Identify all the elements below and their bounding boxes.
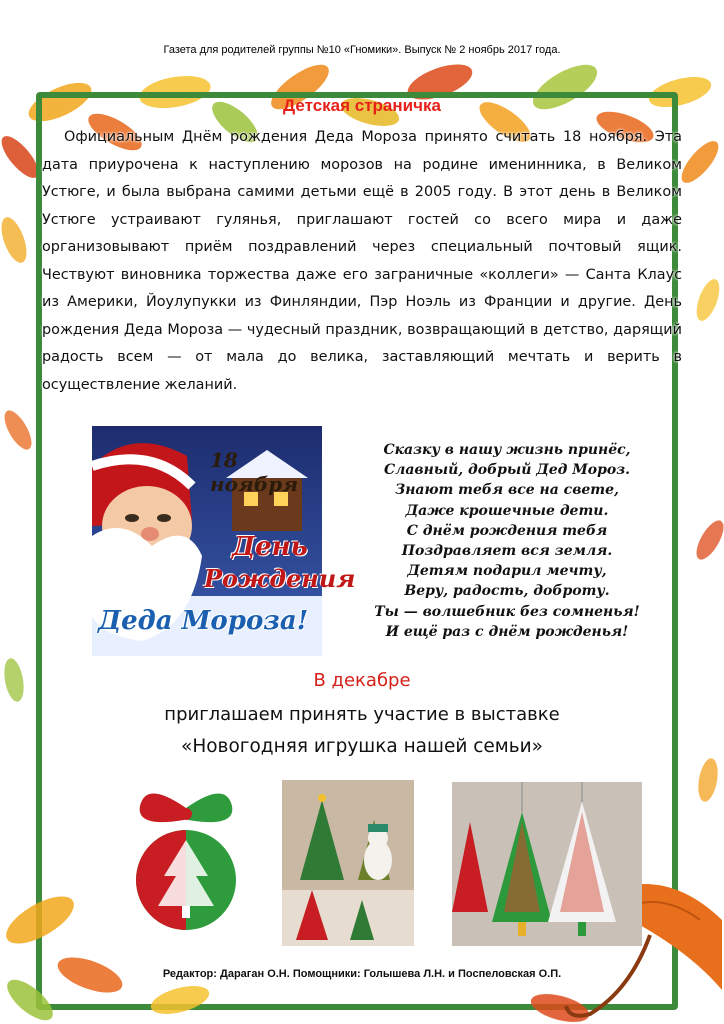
greeting-line-3: Деда Мороза! <box>98 606 309 636</box>
leaf-shape <box>691 516 724 563</box>
date-caption: 18 ноября <box>210 448 299 496</box>
cone-trees-and-snowman-picture <box>282 780 414 946</box>
leaf-shape <box>0 406 37 453</box>
poem-line: Ты — волшебник без сомненья! <box>374 603 640 620</box>
ribbon-trees-icon <box>452 782 642 946</box>
leaf-shape <box>0 887 81 953</box>
newspaper-header: Газета для родителей группы №10 «Гномики». Выпуск № 2 ноябрь 2017 года. <box>163 44 561 56</box>
exhibition-title: «Новогодняя игрушка нашей семьи» <box>181 736 543 757</box>
leaf-shape <box>692 276 724 324</box>
december-heading: В декабре <box>313 670 411 691</box>
ornament-ball-icon <box>126 780 246 946</box>
poem-line: Веру, радость, доброту. <box>404 583 610 600</box>
editors-footer: Редактор: Дараган О.Н. Помощники: Голышева Л.Н. и Поспеловская О.П. <box>162 968 562 980</box>
leaf-shape <box>148 981 212 1020</box>
poem-line: Поздравляет вся земля. <box>401 543 613 560</box>
december-invite: приглашаем принять участие в выставке <box>164 704 560 725</box>
poem-line: С днём рождения тебя <box>406 522 608 539</box>
leaf-shape <box>695 757 720 803</box>
greeting-line-2: Рождения <box>204 564 356 593</box>
ded-moroz-birthday-picture <box>92 426 356 656</box>
leaf-shape <box>1 973 59 1024</box>
birthday-poem <box>372 440 642 642</box>
leaf-shape <box>528 989 592 1024</box>
ribbon-christmas-trees-picture <box>452 782 642 946</box>
cone-trees-icon <box>282 780 414 946</box>
poem-line: Славный, добрый Дед Мороз. <box>383 462 631 479</box>
section-title: Детская страничка <box>283 96 441 115</box>
poem-line: Знают тебя все на свете, <box>395 482 619 499</box>
poem-line: И ещё раз с днём рожденья! <box>385 623 629 640</box>
poem-line: Сказку в нашу жизнь принёс, <box>383 442 631 458</box>
poem-line: Детям подарил мечту, <box>407 563 607 580</box>
paper-ball-ornament-picture <box>126 780 246 946</box>
article-paragraph: Официальным Днём рождения Деда Мороза принято считать 18 ноября. Эта дата приурочена к наступлению морозов на родине именинника, в Великом Устюге, и была выбрана самими детьми ещё в 2005 году. В этот день в Великом Устюге устраивают гулянья, приглашают гостей со всего мира и даже организовывают приём поздравлений через специальный почтовый ящик. Чествуют виновника торжества даже его заграничные «коллеги» — Санта Клаус из Америки, Йоулупукки из Финляндии, Пэр Ноэль из Франции и другие. День рождения Деда Мороза — чудесный праздник, возвращающий в детство, дарящий радость всем — от мала до велика, заставляющий мечтать и верить в осуществление желаний. <box>42 129 682 393</box>
poem-line: Даже крошечные дети. <box>405 502 609 519</box>
leaf-shape <box>0 214 32 266</box>
greeting-line-1: День <box>232 532 308 562</box>
